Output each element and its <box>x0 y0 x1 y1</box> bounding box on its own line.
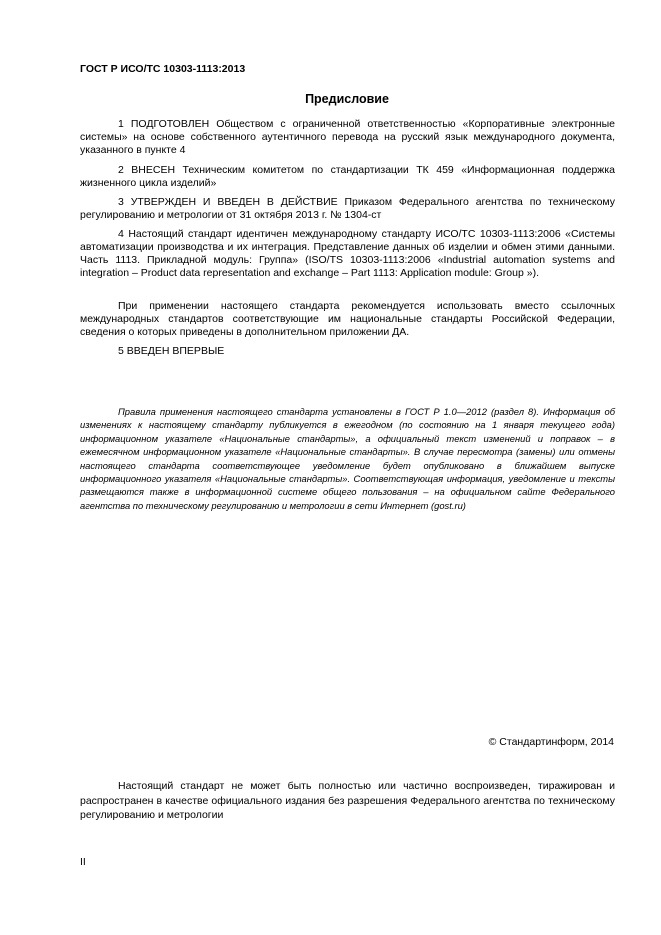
paragraph-application-note <box>80 300 615 339</box>
paragraph-prepared-by <box>80 118 615 157</box>
reproduction-notice-text: Настоящий стандарт не может быть полностью или частично воспроизведен, тиражирован и распространен в качестве официального издания без разрешения Федерального агентства по техническому регулированию и метрологии <box>80 780 615 821</box>
reproduction-notice <box>80 779 615 823</box>
paragraph-text: 2 ВНЕСЕН Техническим комитетом по стандартизации ТК 459 «Информационная поддержка жизненного цикла изделий» <box>80 164 615 189</box>
paragraph-approved <box>80 196 615 222</box>
application-rules-notice <box>80 405 615 512</box>
paragraph-text: 5 ВВЕДЕН ВПЕРВЫЕ <box>118 345 225 357</box>
paragraph-introduced-by <box>80 164 615 190</box>
notice-text: Правила применения настоящего стандарта установлены в ГОСТ Р 1.0—2012 (раздел 8). Информация об изменениях к настоящему стандарту публикуется в ежегодном (по состоянию на 1 января текущего года) информационном указателе «Национальные стандарты», а официальный текст изменений и поправок – в ежемесячном информационном указателе «Национальные стандарты». В случае пересмотра (замены) или отмены настоящего стандарта соответствующее уведомление будет опубликовано в ближайшем выпуске информационного указателя «Национальные стандарты». Соответствующая информация, уведомление и тексты размещаются также в информационной системе общего пользования – на официальном сайте Федерального агентства по техническому регулированию и метрологии в сети Интернет (gost.ru) <box>80 406 615 511</box>
paragraph-text: 3 УТВЕРЖДЕН И ВВЕДЕН В ДЕЙСТВИЕ Приказом Федерального агентства по техническому регулированию и метрологии от 31 октября 2013 г. № 1304-ст <box>80 196 615 221</box>
paragraph-text: 1 ПОДГОТОВЛЕН Обществом с ограниченной ответственностью «Корпоративные электронные системы» на основе собственного аутентичного перевода на русский язык международного документа, указанного в пункте 4 <box>80 118 615 156</box>
page-title-text: Предисловие <box>305 92 389 106</box>
page-title <box>0 92 661 106</box>
paragraph-text: При применении настоящего стандарта рекомендуется использовать вместо ссылочных международных стандартов соответствующие им национальные стандарты Российской Федерации, сведения о которых приведены в дополнительном приложении ДА. <box>80 300 615 338</box>
paragraph-text: 4 Настоящий стандарт идентичен международному стандарту ИСО/ТС 10303-1113:2006 «Системы автоматизации производства и их интеграция. Представление данных об изделии и обмен этими данными. Часть 1113. Прикладной модуль: Группа» (ISO/TS 10303-1113:2006 «Industrial automation systems and integration – Product data representation and exchange – Part 1113: Application module: Group »). <box>80 228 615 279</box>
copyright-line: © Стандартинформ, 2014 <box>488 736 614 748</box>
paragraph-first-introduced <box>80 345 615 358</box>
page-number: II <box>80 856 86 868</box>
standard-code-header: ГОСТ Р ИСО/ТС 10303-1113:2013 <box>80 63 246 75</box>
paragraph-identical-standard <box>80 228 615 280</box>
